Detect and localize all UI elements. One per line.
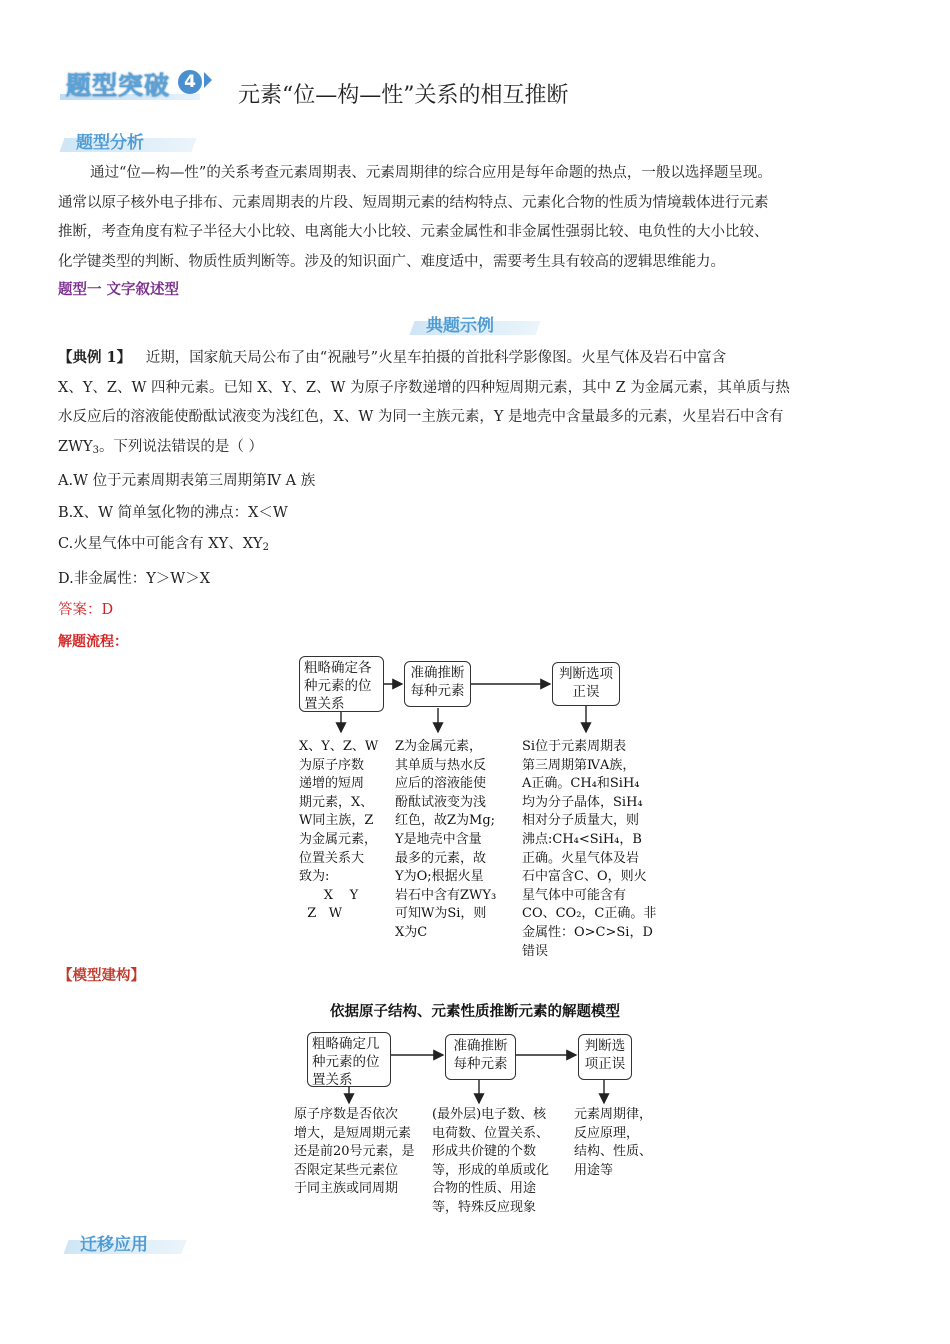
flow1-col-judge-line: 沸点:CH₄<SiH₄，B <box>522 831 642 847</box>
flow1-col-locate-line: X Y <box>299 887 359 903</box>
flow1-col-infer-line: Y为O;根据火星 <box>395 869 484 885</box>
badge-label: 题型突破 <box>66 71 171 100</box>
analysis-line: 化学键类型的判断、物质性质判断等。涉及的知识面广、难度适中，需要考生具有较高的逻辑思维能力。 <box>58 253 725 270</box>
flow1-col-infer-line: 最多的元素，故 <box>395 850 487 866</box>
flow1-col-locate-line: W同主族，Z <box>299 813 374 829</box>
analysis-line: 推断，考查角度有粒子半径大小比较、电离能大小比较、元素金属性和非金属性强弱比较、电负性的大小比较、 <box>58 224 769 240</box>
flow1-col-infer-line: X为C <box>395 924 428 940</box>
flow1-col-judge <box>522 738 662 961</box>
model-col-infer-line: 形成共价键的个数 <box>432 1144 537 1160</box>
model-col-locate-line: 于同主族或同周期 <box>294 1181 399 1197</box>
model-col-judge <box>574 1106 674 1180</box>
model-label: 【模型建构】 <box>58 968 145 984</box>
analysis-section-label: 题型分析 <box>62 128 194 156</box>
flow1-col-judge-line: A正确。CH₄和SiH₄ <box>522 776 640 792</box>
flow1-col-locate-line: 为原子序数 <box>299 757 365 773</box>
flow1-col-locate-line: 为金属元素， <box>299 831 378 847</box>
model-col-locate-line: 否限定某些元素位 <box>294 1162 399 1178</box>
flow1-col-locate-line: 递增的短周 <box>299 776 365 792</box>
model-col-locate-line: 增大，是短周期元素 <box>294 1125 412 1141</box>
flow1-col-locate-line: X、Y、Z、W <box>299 739 379 754</box>
flow1-col-infer-line: 岩石中含有ZWY₃ <box>395 887 497 903</box>
flow1-col-locate-line: 位置关系大 <box>299 850 365 866</box>
flow1-col-infer-line: 其单质与热水反 <box>395 757 487 773</box>
model-box-infer: 准确推断每种元素 <box>445 1034 516 1080</box>
flow1-col-locate-line: 期元素，X、 <box>299 794 374 810</box>
model-box-locate: 粗略确定几种元素的位置关系 <box>307 1032 391 1087</box>
transfer-section-label: 迁移应用 <box>66 1230 184 1258</box>
flow1-col-infer-line: Z为金属元素， <box>395 739 483 754</box>
option-b: B.X、W 简单氢化物的沸点：X＜W <box>58 504 288 521</box>
flow1-col-judge-line: CO、CO₂，C正确。非 <box>522 906 657 922</box>
flow1-col-infer-line: Y是地壳中含量 <box>395 831 482 847</box>
model-box-judge: 判断选项正误 <box>578 1034 632 1080</box>
flow1-col-judge-line: 石中富含C、O，则火 <box>522 869 647 885</box>
badge-number: 4 <box>178 70 202 94</box>
flow1-col-judge-line: 第三周期第ⅣA族， <box>522 757 636 773</box>
model-col-judge-line: 元素周期律， <box>574 1107 653 1122</box>
analysis-line: 通过“位—构—性”的关系考查元素周期表、元素周期律的综合应用是每年命题的热点，一般以选择题呈现。 <box>90 165 772 181</box>
flow1-col-locate <box>299 738 391 924</box>
flow1-col-judge-line: Si位于元素周期表 <box>522 739 627 754</box>
model-col-locate <box>294 1106 429 1199</box>
answer: 答案：D <box>58 602 114 618</box>
model-col-infer-line: 电荷数、位置关系、 <box>432 1125 550 1141</box>
flow1-col-judge-line: 星气体中可能含有 <box>522 887 627 903</box>
model-col-locate-line: 原子序数是否依次 <box>294 1107 399 1122</box>
example-line: 【典例 1】 近期，国家航天局公布了由“祝融号”火星车拍摄的首批科学影像图。火星气体及岩石中富含 <box>58 349 727 366</box>
option-c: C.火星气体中可能含有 XY、$XY_2$ <box>58 536 269 553</box>
flow1-col-infer-line: 可知W为Si，则 <box>395 906 487 922</box>
flow1-col-infer <box>395 738 515 943</box>
model-col-judge-line: 结构、性质、 <box>574 1144 653 1160</box>
model-col-infer-line: 等，特殊反应现象 <box>432 1199 537 1215</box>
model-col-infer <box>432 1106 567 1218</box>
model-col-locate-line: 还是前20号元素，是 <box>294 1144 415 1160</box>
flow1-col-infer-line: 应后的溶液能使 <box>395 776 487 792</box>
page-title: 元素“位—构—性”关系的相互推断 <box>238 83 569 108</box>
flow1-col-judge-line: 错误 <box>522 943 549 959</box>
flow1-col-judge-line: 相对分子质量大，则 <box>522 813 640 829</box>
flow1-col-judge-line: 均为分子晶体，SiH₄ <box>522 794 643 810</box>
example-tag: 【典例 1】 <box>58 349 132 366</box>
model-col-judge-line: 反应原理， <box>574 1125 640 1141</box>
example-line: 水反应后的溶液能使酚酞试液变为浅红色，X、W 为同一主族元素，Y 是地壳中含量最多的元素，火星岩石中含有 <box>58 409 784 425</box>
option-d: D.非金属性：Y＞W＞X <box>58 570 211 587</box>
flow1-box-infer: 准确推断每种元素 <box>404 661 471 707</box>
model-title: 依据原子结构、元素性质推断元素的解题模型 <box>330 1004 620 1020</box>
flow1-col-infer-line: 酚酞试液变为浅 <box>395 794 487 810</box>
model-col-infer-line: 等，形成的单质或化 <box>432 1162 550 1178</box>
model-col-judge-line: 用途等 <box>574 1162 614 1178</box>
example-section-label: 典题示例 <box>412 311 538 339</box>
flow1-col-locate-line: 致为: <box>299 869 330 885</box>
process-label: 解题流程： <box>58 633 128 650</box>
model-col-infer-line: 合物的性质、用途 <box>432 1181 537 1197</box>
flow1-col-judge-line: 正确。火星气体及岩 <box>522 850 640 866</box>
model-col-infer-line: (最外层)电子数、核 <box>432 1107 547 1122</box>
type-one-heading: 题型一 文字叙述型 <box>58 282 180 298</box>
flow1-col-judge-line: 金属性：O>C>Si，D <box>522 924 653 940</box>
example-line: $ZWY_3$。下列说法错误的是（ ） <box>58 438 264 456</box>
flow1-col-locate-line: Z W <box>299 906 343 922</box>
option-a: A.W 位于元素周期表第三周期第Ⅳ A 族 <box>58 473 316 489</box>
example-line: X、Y、Z、W 四种元素。已知 X、Y、Z、W 为原子序数递增的四种短周期元素，其中 Z 为金属元素，其单质与热 <box>58 379 790 396</box>
flow1-box-judge: 判断选项正误 <box>552 662 620 706</box>
flow1-box-locate: 粗略确定各种元素的位置关系 <box>299 656 384 712</box>
analysis-line: 通常以原子核外电子排布、元素周期表的片段、短周期元素的结构特点、元素化合物的性质为情境载体进行元素 <box>58 194 769 211</box>
flow1-col-infer-line: 红色，故Z为Mg; <box>395 813 496 829</box>
